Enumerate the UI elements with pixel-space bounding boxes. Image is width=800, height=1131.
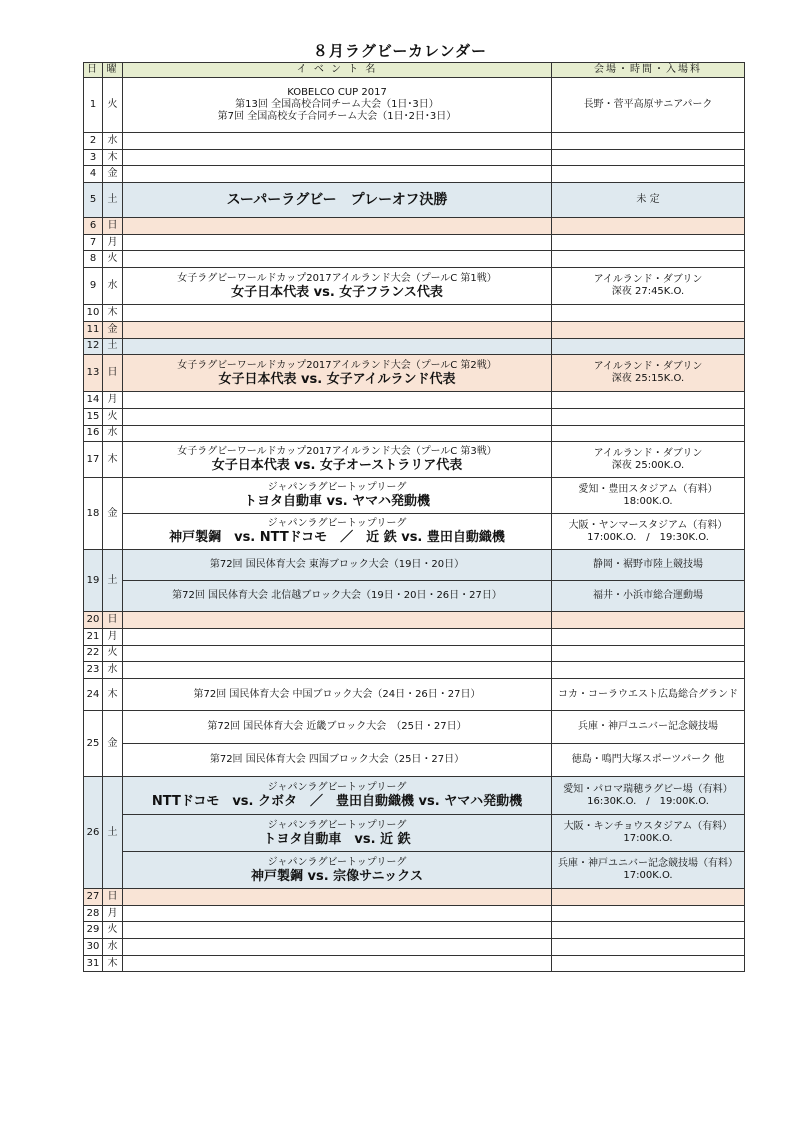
calendar-table [83,62,745,972]
weekday-cell: 金 [103,321,123,338]
event-cell [123,355,552,392]
event-cell [123,183,552,218]
venue-line: 愛知・パロマ瑞穂ラグビー場（有料） [563,783,733,795]
venue-cell [552,744,745,777]
day-number-cell: 21 [84,628,103,645]
calendar-row [84,305,745,322]
venue-line: 未 定 [636,194,660,206]
event-line: スーパーラグビー プレーオフ決勝 [226,192,448,209]
venue-cell [552,408,745,425]
venue-cell [552,679,745,711]
event-line: トヨタ自動車 vs. 近 鉄 [263,831,411,847]
calendar-row [84,355,745,392]
event-line: 女子日本代表 vs. 女子アイルランド代表 [218,371,456,387]
day-number-cell: 23 [84,662,103,679]
venue-cell [552,662,745,679]
event-cell [123,679,552,711]
venue-cell [552,581,745,612]
weekday-cell: 火 [103,78,123,133]
venue-header: 会場・時間・入場料 [552,63,745,78]
event-line: ジャパンラグビートップリーグ [267,518,407,530]
weekday-cell: 日 [103,889,123,906]
calendar-row [84,78,745,133]
day-number-cell: 13 [84,355,103,392]
calendar-row [84,321,745,338]
event-cell [123,78,552,133]
event-cell [123,338,552,355]
venue-line: 大阪・ヤンマースタジアム（有料） [568,519,728,531]
venue-line: 深夜 27:45K.O. [611,286,685,298]
weekday-cell: 日 [103,218,123,235]
event-cell [123,662,552,679]
event-cell [123,955,552,972]
calendar-row [84,408,745,425]
event-cell [123,744,552,777]
venue-cell [552,321,745,338]
weekday-cell: 土 [103,338,123,355]
weekday-cell: 木 [103,679,123,711]
event-cell [123,922,552,939]
calendar-row [84,815,745,852]
weekday-cell: 水 [103,425,123,442]
weekday-cell: 火 [103,645,123,662]
event-cell [123,478,552,514]
day-number-cell: 17 [84,442,103,478]
weekday-cell: 水 [103,939,123,956]
venue-cell [552,78,745,133]
calendar-row [84,922,745,939]
calendar-row [84,645,745,662]
day-number-cell: 7 [84,234,103,251]
calendar-row [84,777,745,815]
day-number-cell: 10 [84,305,103,322]
calendar-row [84,628,745,645]
event-cell [123,425,552,442]
venue-line: アイルランド・ダブリン [593,361,703,373]
event-line: 第72回 国民体育大会 四国ブロック大会（25日・27日） [209,754,465,765]
venue-cell [552,425,745,442]
event-cell [123,628,552,645]
weekday-cell: 金 [103,711,123,777]
event-cell [123,392,552,409]
event-line: ジャパンラグビートップリーグ [267,856,407,868]
venue-line: 徳島・鳴門大塚スポーツパーク 他 [571,754,725,765]
event-line: 第72回 国民体育大会 中国ブロック大会（24日・26日・27日） [193,688,481,700]
event-line: 第72回 国民体育大会 北信越ブロック大会（19日・20日・26日・27日） [172,590,502,602]
calendar-row [84,166,745,183]
venue-cell [552,645,745,662]
venue-cell [552,133,745,150]
venue-cell [552,338,745,355]
event-cell [123,852,552,889]
event-cell [123,905,552,922]
weekday-cell: 水 [103,268,123,305]
venue-cell [552,268,745,305]
venue-cell [552,955,745,972]
weekday-cell: 土 [103,777,123,889]
calendar-row [84,218,745,235]
event-cell [123,234,552,251]
weekday-header: 曜 [103,63,123,78]
weekday-cell: 水 [103,662,123,679]
weekday-cell: 日 [103,612,123,629]
venue-cell [552,149,745,166]
venue-cell [552,305,745,322]
calendar-row [84,251,745,268]
weekday-cell: 土 [103,183,123,218]
weekday-cell: 日 [103,355,123,392]
calendar-row [84,852,745,889]
event-line: KOBELCO CUP 2017 [287,87,387,98]
venue-cell [552,612,745,629]
day-number-cell: 28 [84,905,103,922]
day-number-cell: 20 [84,612,103,629]
day-number-cell: 2 [84,133,103,150]
day-number-cell: 19 [84,550,103,612]
venue-line: 深夜 25:15K.O. [611,373,685,385]
event-cell [123,268,552,305]
event-line: NTTドコモ vs. クボタ ／ 豊田自動織機 vs. ヤマハ発動機 [151,794,523,809]
day-number-cell: 30 [84,939,103,956]
venue-cell [552,777,745,815]
calendar-row [84,478,745,514]
day-number-cell: 8 [84,251,103,268]
day-number-cell: 27 [84,889,103,906]
calendar-row [84,442,745,478]
day-number-cell: 18 [84,478,103,550]
weekday-cell: 木 [103,955,123,972]
weekday-cell: 火 [103,922,123,939]
calendar-row [84,392,745,409]
event-cell [123,149,552,166]
weekday-cell: 木 [103,149,123,166]
day-number-cell: 11 [84,321,103,338]
venue-line: 18:00K.O. [623,495,673,507]
event-line: 女子ラグビーワールドカップ2017アイルランド大会（プールC 第1戦） [177,272,497,284]
event-line: 女子ラグビーワールドカップ2017アイルランド大会（プールC 第2戦） [177,359,497,371]
event-line: ジャパンラグビートップリーグ [267,819,407,831]
venue-line: 17:00K.O. / 19:30K.O. [587,531,709,543]
day-number-cell: 24 [84,679,103,711]
venue-cell [552,514,745,550]
venue-cell [552,889,745,906]
venue-line: 深夜 25:00K.O. [611,459,685,471]
venue-cell [552,815,745,852]
day-number-cell: 15 [84,408,103,425]
event-cell [123,166,552,183]
venue-line: 16:30K.O. / 19:00K.O. [587,795,709,807]
calendar-body [84,78,745,972]
event-line: 第72回 国民体育大会 近畿ブロック大会 （25日・27日） [207,721,467,732]
venue-line: 福井・小浜市総合運動場 [593,590,703,602]
day-number-cell: 14 [84,392,103,409]
venue-cell [552,478,745,514]
event-cell [123,581,552,612]
day-number-cell: 29 [84,922,103,939]
page-title: ８月ラグビーカレンダー [312,42,488,60]
venue-cell [552,442,745,478]
event-cell [123,218,552,235]
event-cell [123,889,552,906]
event-cell [123,711,552,744]
calendar-row [84,612,745,629]
event-line: 神戸製鋼 vs. 宗像サニックス [250,868,424,884]
event-cell [123,815,552,852]
day-number-cell: 9 [84,268,103,305]
weekday-cell: 月 [103,392,123,409]
event-cell [123,442,552,478]
venue-line: 長野・菅平高原サニアパーク [583,99,713,110]
event-cell [123,612,552,629]
weekday-cell: 木 [103,305,123,322]
weekday-cell: 火 [103,251,123,268]
event-cell [123,939,552,956]
day-number-cell: 3 [84,149,103,166]
day-number-cell: 25 [84,711,103,777]
calendar-row [84,679,745,711]
event-cell [123,408,552,425]
venue-line: 静岡・裾野市陸上競技場 [593,559,703,571]
day-number-cell: 16 [84,425,103,442]
day-number-cell: 22 [84,645,103,662]
day-number-cell: 31 [84,955,103,972]
event-cell [123,514,552,550]
weekday-cell: 月 [103,234,123,251]
calendar-row [84,183,745,218]
event-line: 女子ラグビーワールドカップ2017アイルランド大会（プールC 第3戦） [177,446,497,458]
venue-cell [552,939,745,956]
event-cell [123,251,552,268]
venue-cell [552,251,745,268]
weekday-cell: 金 [103,166,123,183]
venue-line: コカ・コーラウエスト広島総合グランド [558,688,738,700]
weekday-cell: 火 [103,408,123,425]
venue-cell [552,922,745,939]
day-number-cell: 12 [84,338,103,355]
venue-line: 17:00K.O. [623,870,673,881]
venue-cell [552,355,745,392]
venue-cell [552,183,745,218]
venue-cell [552,628,745,645]
event-cell [123,133,552,150]
event-cell [123,305,552,322]
calendar-row [84,550,745,581]
weekday-cell: 金 [103,478,123,550]
event-header: イ ベ ン ト 名 [123,63,552,78]
calendar-row [84,268,745,305]
calendar-row [84,905,745,922]
calendar-row [84,955,745,972]
day-header: 日 [84,63,103,78]
venue-line: 兵庫・神戸ユニバー記念競技場 [578,721,718,732]
event-cell [123,321,552,338]
venue-cell [552,392,745,409]
calendar-row [84,338,745,355]
venue-line: アイルランド・ダブリン [593,447,703,459]
event-line: 第72回 国民体育大会 東海ブロック大会（19日・20日） [209,559,465,571]
calendar-row [84,133,745,150]
event-line: 女子日本代表 vs. 女子フランス代表 [231,284,443,300]
event-line: 女子日本代表 vs. 女子オーストラリア代表 [211,458,463,474]
venue-line: アイルランド・ダブリン [593,274,703,286]
venue-cell [552,218,745,235]
venue-cell [552,234,745,251]
calendar-row [84,889,745,906]
event-line: 神戸製鋼 vs. NTTドコモ ／ 近 鉄 vs. 豊田自動織機 [169,530,505,546]
calendar-row [84,744,745,777]
calendar-row [84,711,745,744]
venue-line: 大阪・キンチョウスタジアム（有料） [563,821,733,832]
header-row [84,63,745,78]
day-number-cell: 26 [84,777,103,889]
calendar-row [84,514,745,550]
venue-cell [552,711,745,744]
event-line: 第7回 全国高校女子合同チーム大会（1日･2日･3日） [217,111,457,122]
venue-line: 17:00K.O. [623,833,673,844]
venue-line: 愛知・豊田スタジアム（有料） [578,483,718,495]
event-line: トヨタ自動車 vs. ヤマハ発動機 [243,494,431,510]
venue-line: 兵庫・神戸ユニバー記念競技場（有料） [558,858,738,869]
weekday-cell: 月 [103,905,123,922]
event-line: ジャパンラグビートップリーグ [267,482,407,494]
event-cell [123,550,552,581]
calendar-row [84,149,745,166]
event-cell [123,645,552,662]
venue-cell [552,852,745,889]
weekday-cell: 水 [103,133,123,150]
calendar-row [84,234,745,251]
day-number-cell: 1 [84,78,103,133]
venue-cell [552,166,745,183]
day-number-cell: 6 [84,218,103,235]
day-number-cell: 5 [84,183,103,218]
calendar-row [84,581,745,612]
venue-cell [552,550,745,581]
event-line: ジャパンラグビートップリーグ [267,782,407,793]
weekday-cell: 木 [103,442,123,478]
venue-cell [552,905,745,922]
calendar-row [84,662,745,679]
event-cell [123,777,552,815]
event-line: 第13回 全国高校合同チーム大会（1日･3日） [235,99,439,110]
calendar-row [84,425,745,442]
calendar-row [84,939,745,956]
day-number-cell: 4 [84,166,103,183]
weekday-cell: 月 [103,628,123,645]
weekday-cell: 土 [103,550,123,612]
